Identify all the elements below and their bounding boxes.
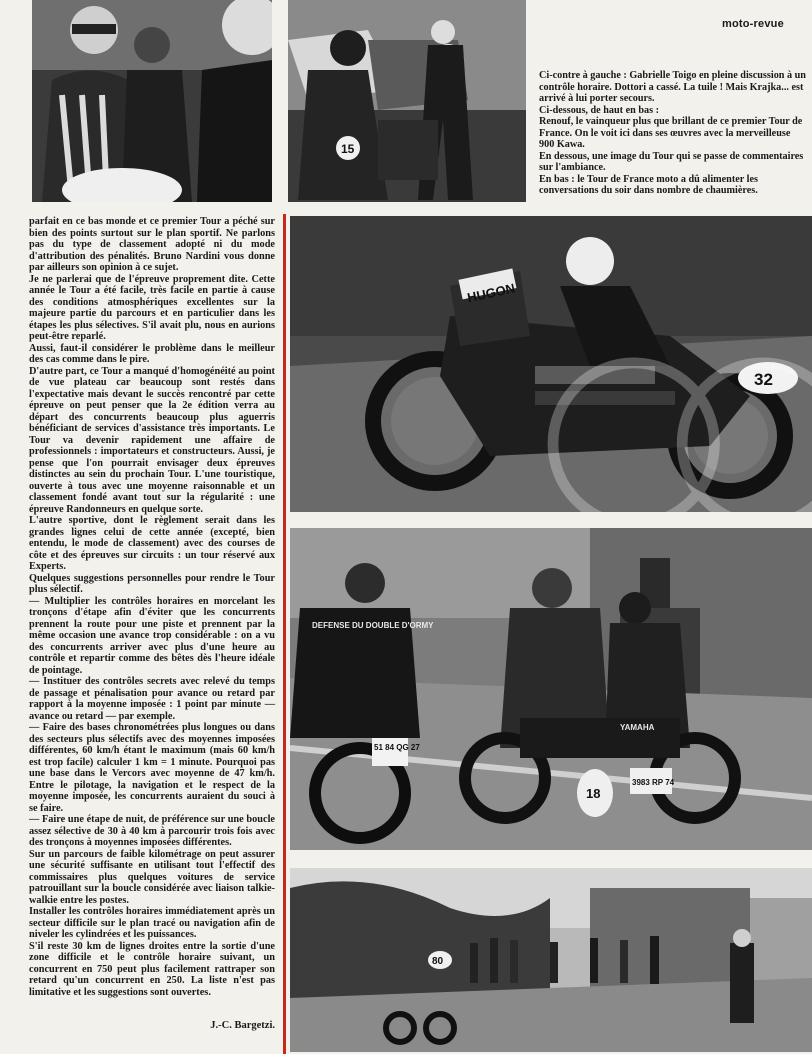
article-paragraph: Installer les contrôles horaires immédiatement après un secteur difficile sur le plan tracé ou navigation afin de niveler les cylindrées et les puissances. [29,906,275,940]
article-paragraph: — Faire une étape de nuit, de préférence sur une boucle assez sélective de 30 à 40 km à parcourir trois fois avec des tronçons à moyennes imposées différentes. [29,814,275,848]
photo-sidecar-assistance [288,0,526,202]
race-number: 32 [754,370,773,389]
article-paragraph: Aussi, faut-il considérer le problème dans le meilleur des cas comme dans le pire. [29,342,275,365]
caption-line: Renouf, le vainqueur plus que brillant de ce premier Tour de France. On le voit ici dans ses œuvres avec la merveilleuse 900 Kawa. [539,116,803,150]
badge-number: 18 [586,786,601,801]
watermark-logo [440,336,812,512]
jacket-text: DEFENSE DU DOUBLE D'ORMY [312,621,434,630]
article-paragraph: D'autre part, ce Tour a manqué d'homogénéité au point de vue plateau car beaucoup sont restés dans l'expectative mais devant le succès rencontré par cette épreuve on peut penser que la 2e édition verra au départ des concurrents beaucoup plus aguerris bénéficiant de services d'assistance très importants. Le Tour va devenir rapidement une affaire de professionnels : importateurs et constructeurs. Aussi, je pense que l'on pourrait envisager deux épreuves distinctes au sein du prochain Tour. L'une touristique, ouverte à tous avec une moyenne raisonnable et un classement fondé avant tout sur la régularité : une épreuve Randonneurs en quelque sorte. [29,365,275,515]
bike-fairing-text: HUGON [465,280,517,306]
photo-tour-ambiance [290,528,812,850]
caption-line: Ci-dessous, de haut en bas : [539,104,660,116]
magazine-brand: moto-revue [722,18,784,30]
article-paragraph: parfait en ce bas monde et ce premier Tour a péché sur bien des points surtout sur le plan sportif. Ne parlons pas du type de classement adopté ni du mode d'attribution des pénalités. Bruno Nardini vous donne par ailleurs son opinion à ce sujet. [29,216,275,273]
column-divider [283,214,286,1054]
article-paragraph: Je ne parlerai que de l'épreuve proprement dite. Cette année le Tour a été facile, très facile en partie à cause des conditions atmosphériques excellentes sur la majeure partie du parcours et en particulier dans les étapes les plus sélectives. S'il avait plu, nous en aurions peut-être reparlé. [29,273,275,342]
article-paragraph: Sur un parcours de faible kilométrage on peut assurer une sécurité suffisante en utilisant tout l'effectif des commissaires plus quelques voitures de service patrouillant sur la boucle considérée avec liaison talkie-walkie entre les postes. [29,848,275,906]
photo-village-crowd [290,868,812,1052]
article-paragraph: S'il reste 30 km de lignes droites entre la sortie d'une zone difficile et le contrôle horaire suivant, un concurrent en 750 peut plus facilement rattraper son retard qu'un concurrent en 250. La liste n'est pas limitative et les suggestions sont ouvertes. [29,940,275,998]
article-paragraph: — Instituer des contrôles secrets avec relevé du temps de passage et pénalisation pour avance ou retard par rapport à la moyenne imposée : 1 point par minute — avance ou retard — par exemple. [29,676,275,722]
photo-renouf-kawa [290,216,812,512]
article-paragraph: — Multiplier les contrôles horaires en morcelant les tronçons d'étape afin d'éviter que les concurrents prennent la route pour une piste et prennent par la même occasion une avance trop considérable : on a vu des concurrents arriver avec plus d'une heure au contrôle et repartir comme des bêtes dès l'heure idéale de pointage. [29,595,275,676]
sidecar-number: 15 [341,142,355,156]
article-paragraph: — Faire des bases chronométrées plus longues ou dans des secteurs plus sélectifs avec des moyennes imposées différentes, 60 km/h étant le maximum (mais 60 km/h est trop facile) calculer 1 km = 1 minute. Pourquoi pas une base dans le Vercors avec moyenne de 47 km/h. Entre le pilotage, la navigation et le respect de la moyenne imposée, les concurrents auraient du souci à se faire. [29,722,275,814]
plate-b: 3983 RP 74 [632,778,675,787]
author-signature: J.-C. Bargetzi. [210,1020,275,1031]
article-body [29,216,275,998]
plate-a: 51 84 QG 27 [374,743,420,752]
caption-line: Ci-contre à gauche : Gabrielle Toigo en pleine discussion à un contrôle horaire. Dottori a cassé. La tuile ! Mais Krajka... est arrivé à lui porter secours. [539,70,806,104]
article-paragraph: Quelques suggestions personnelles pour rendre le Tour plus sélectif. [29,572,275,595]
article-paragraph: L'autre sportive, dont le règlement serait dans les grandes lignes celui de cette année (excepté, bien entendu, le mode de classement) avec des courses de côte et des épreuves sur circuits : un tour réservé aux Experts. [29,515,275,572]
photo-toigo-discussion [32,0,272,202]
photo-caption [539,70,807,197]
bike-brand-text: YAMAHA [620,723,655,732]
caption-line: En bas : le Tour de France moto a dû alimenter les conversations du soir dans nombre de chaumières. [539,173,758,196]
caption-line: En dessous, une image du Tour qui se passe de commentaires sur l'ambiance. [539,150,804,173]
front-number: 80 [432,956,444,967]
